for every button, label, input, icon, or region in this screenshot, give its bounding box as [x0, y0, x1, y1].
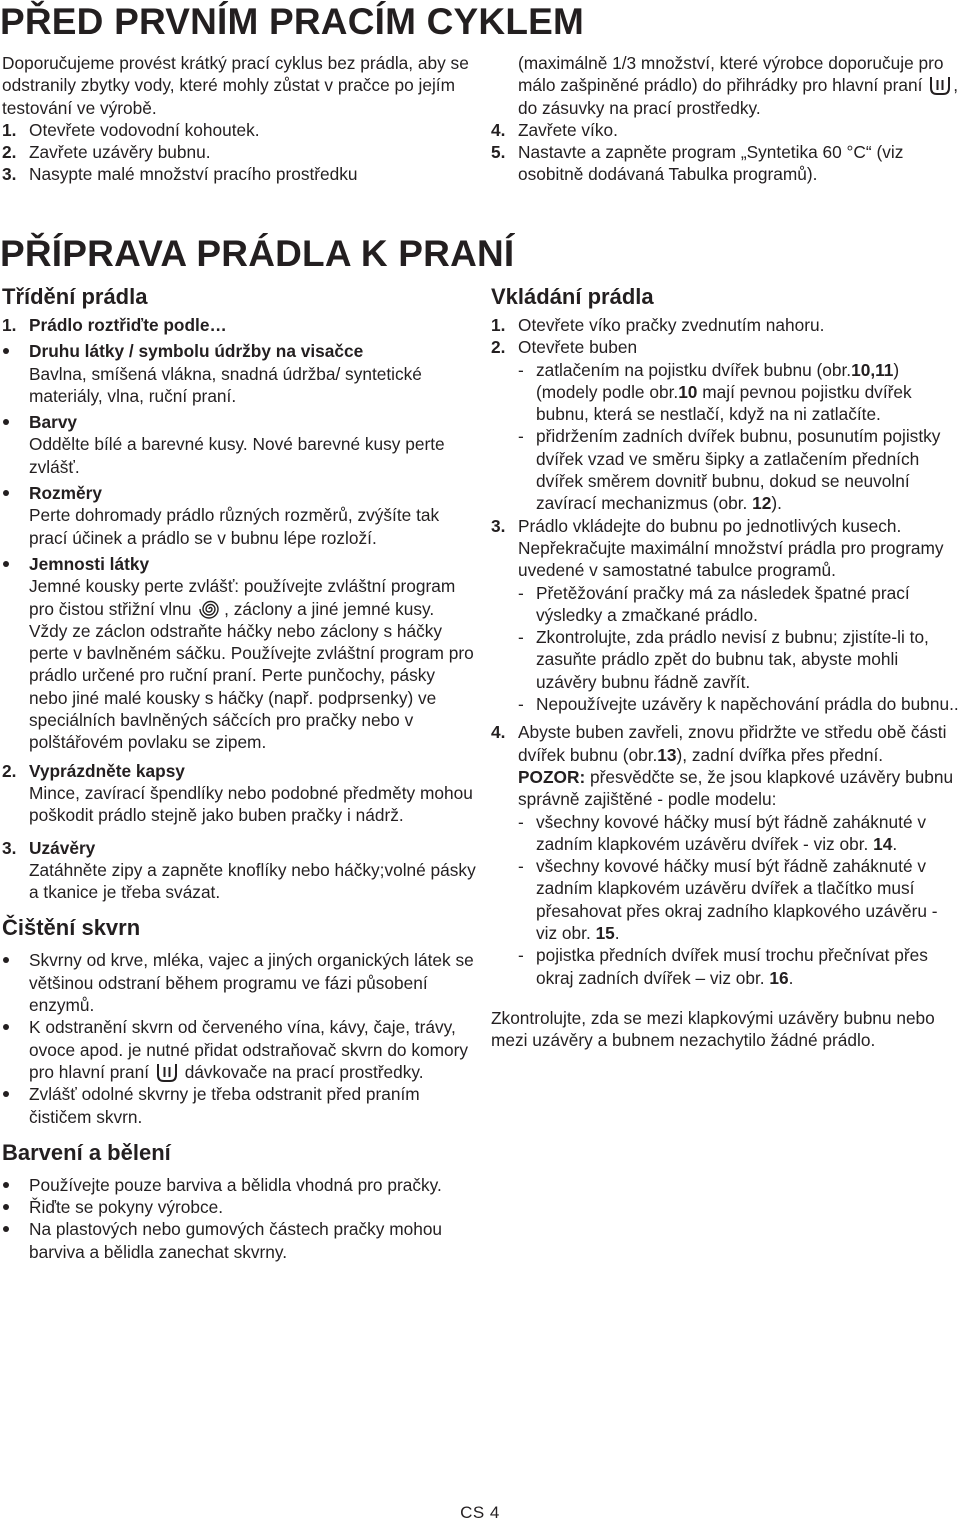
dyeing-bullet-2: Řiďte se pokyny výrobce. — [2, 1196, 477, 1218]
loading-step-4-check-1: - všechny kovové háčky musí být řádně zaháknuté v zadním klapkovém uzávěru dvířek - viz obr. 14. — [518, 811, 926, 854]
right-column — [491, 284, 959, 1052]
main-wash-compartment-icon — [929, 76, 951, 96]
sorting-step-3: 3. Uzávěry Zatáhněte zipy a zapněte knoflíky nebo háčky;volné pásky a tkanice je třeba svázat. — [2, 837, 476, 903]
loading-step-3: 3. Prádlo vkládejte do bubnu po jednotlivých kusech. Nepřekračujte maximální množství prádla pro programy uvedené v samostatné tabulce programů. - Přetěžování pračky má za následek špatné prací výsledky a zmačkané prádlo. - Zkontrolujte, zda prádlo nevisí z bubnu; zjistíte-li to, zasuňte prádlo zpět do bubnu tak, abyste mohli uzávěry bubnu řádně zavřít. - Nepoužívejte uzávěry k napěchování prádla do bubnu.. — [491, 515, 959, 715]
loading-step-4-check-2: - všechny kovové háčky musí být řádně zaháknuté v zadním klapkovém uzávěru dvířek a tlačítko musí přesahovat přes okraj zadního klapkového uzávěru - viz obr. 15. — [518, 856, 938, 944]
page-title: PŘED PRVNÍM PRACÍM CYKLEM — [0, 1, 585, 42]
sorting-title: Třídění prádla — [2, 284, 148, 309]
loading-step-2-option-1: - zatlačením na pojistku dvířek bubnu (obr.10,11) (modely podle obr.10 mají pevnou pojistku dvířek bubnu, která se nestlačí, když na ni zatlačíte. — [518, 359, 912, 425]
sorting-bullet-delicate: Jemnosti látky Jemné kousky perte zvlášť: používejte zvláštní program pro čistou střižní vlnu , záclony a jiné jemné kusy. Vždy ze záclon odstraňte háčky nebo záclony s háčky perte v bavlněném sáčku. Používejte zvláštní program pro prádlo určené pro ruční praní. Perte punčochy, pásky nebo jiné malé kousky s háčky (např. podprsenky) ve speciálních bavlněných sáčcích pro pračky nebo v polštářovém povlaku se zipem. — [2, 553, 477, 754]
stains-title: Čištění skvrn — [2, 915, 141, 941]
loading-step-4: 4. Abyste buben zavřeli, znovu přidržte ve středu obě části dvířek bubnu (obr.13), zadní dvířka přes přední. POZOR: přesvědčte se, že jsou klapkové uzávěry bubnu správně zajištěné - podle modelu: - všechny kovové háčky musí být řádně zaháknuté v zadním klapkovém uzávěru dvířek - viz obr. 14. - všechny kovové háčky musí být řádně zaháknuté v zadním klapkovém uzávěru dvířek a tlačítko musí přesahovat přes okraj zadního klapkového uzávěru - viz obr. 15. - pojistka předních dvířek musí trochu přečnívat přes okraj zadních dvířek – viz obr. 16. — [491, 721, 959, 989]
dyeing-bullet-1: Používejte pouze barviva a bělidla vhodná pro pračky. — [2, 1174, 477, 1196]
intro-paragraph: Doporučujeme provést krátký prací cyklus bez prádla, aby se odstranily zbytky vody, které mohly zůstat v pračce po jejím testování ve výrobě. — [2, 53, 469, 118]
page-number: CS 4 — [460, 1503, 500, 1522]
sorting-bullet-size: Rozměry Perte dohromady prádlo různých rozměrů, zvýšíte tak prací účinek a prádlo se v bubnu lépe rozloží. — [2, 482, 477, 549]
intro-step-3-continued: (maximálně 1/3 množství, které výrobce doporučuje pro málo zašpiněné prádlo) do přihrádky pro hlavní praní , do zásuvky na prací prostředky. — [518, 53, 959, 118]
loading-step-3-note-1: - Přetěžování pračky má za následek špatné prací výsledky a zmačkané prádlo. — [518, 582, 910, 625]
intro-left — [2, 52, 472, 186]
final-check-paragraph: Zkontrolujte, zda se mezi klapkovými uzávěry bubnu nebo mezi uzávěry a bubnem nezachytilo žádné prádlo. — [491, 1007, 935, 1051]
sorting-step-1: 1. Prádlo roztřiďte podle… — [2, 315, 227, 335]
loading-title: Vkládání prádla — [491, 284, 654, 309]
intro-step-5: 5. Nastavte a zapněte program „Syntetika 60 °C“ (viz osobitně dodávaná Tabulka programů). — [491, 142, 904, 185]
sorting-bullet-fabric: Druhu látky / symbolu údržby na visačce Bavlna, smíšená vlákna, snadná údržba/ syntetické materiály, vlna, ruční praní. — [2, 340, 477, 407]
intro-step-4: 4. Zavřete víko. — [491, 119, 618, 140]
intro-step-2: 2. Zavřete uzávěry bubnu. — [2, 142, 211, 163]
section-title: PŘÍPRAVA PRÁDLA K PRANÍ — [0, 233, 515, 274]
sorting-step-2: 2. Vyprázdněte kapsy Mince, zavírací špendlíky nebo podobné předměty mohou poškodit prádlo stejně jako buben pračky i nádrž. — [2, 760, 473, 826]
loading-step-3-note-2: - Zkontrolujte, zda prádlo nevisí z bubnu; zjistíte-li to, zasuňte prádlo zpět do bubnu tak, abyste mohli uzávěry bubnu řádně zavřít. — [518, 627, 929, 692]
loading-step-4-check-3: - pojistka předních dvířek musí trochu přečnívat přes okraj zadních dvířek – viz obr. 16. — [518, 945, 928, 988]
intro-step-1: 1. Otevřete vodovodní kohoutek. — [2, 119, 260, 140]
stains-bullet-1: Skvrny od krve, mléka, vajec a jiných organických látek se většinou odstraní během programu ve fázi působení enzymů. — [2, 949, 477, 1016]
intro-right — [491, 52, 959, 186]
loading-step-2-option-2: - přidržením zadních dvířek bubnu, posunutím pojistky dvířek vzad ve směru šipky a zatlačením předních dvířek směrem dovnitř bubnu, dokud se neuvolní zavírací mechanizmus (obr. 12). — [518, 426, 941, 514]
dyeing-title: Barvení a bělení — [2, 1139, 171, 1165]
sorting-bullet-colors: Barvy Oddělte bílé a barevné kusy. Nové barevné kusy perte zvlášť. — [2, 411, 477, 478]
left-column — [2, 284, 477, 1263]
loading-step-2: 2. Otevřete buben - zatlačením na pojistku dvířek bubnu (obr.10,11) (modely podle obr.10 mají pevnou pojistku dvířek bubnu, která se nestlačí, když na ni zatlačíte. - přidržením zadních dvířek bubnu, posunutím pojistky dvířek vzad ve směru šipky a zatlačením předních dvířek směrem dovnitř bubnu, dokud se neuvolní zavírací mechanizmus (obr. 12). — [491, 336, 959, 514]
stains-bullet-2: K odstranění skvrn od červeného vína, kávy, čaje, trávy, ovoce apod. je nutné přidat odstraňovač skvrn do komory pro hlavní praní dávkovače na prací prostředky. — [2, 1016, 477, 1083]
loading-step-3-note-3: - Nepoužívejte uzávěry k napěchování prádla do bubnu.. — [518, 694, 959, 715]
loading-step-1: 1. Otevřete víko pračky zvednutím nahoru. — [491, 315, 825, 335]
warning-label: POZOR: — [518, 766, 586, 787]
intro-step-3: 3. Nasypte malé množství pracího prostředku — [2, 164, 358, 185]
stains-bullet-3: Zvlášť odolné skvrny je třeba odstranit před praním čističem skvrn. — [2, 1083, 477, 1128]
main-wash-compartment-icon — [156, 1063, 178, 1083]
dyeing-bullet-3: Na plastových nebo gumových částech pračky mohou barviva a bělidla zanechat skvrny. — [2, 1218, 477, 1263]
wool-program-icon — [198, 598, 222, 620]
